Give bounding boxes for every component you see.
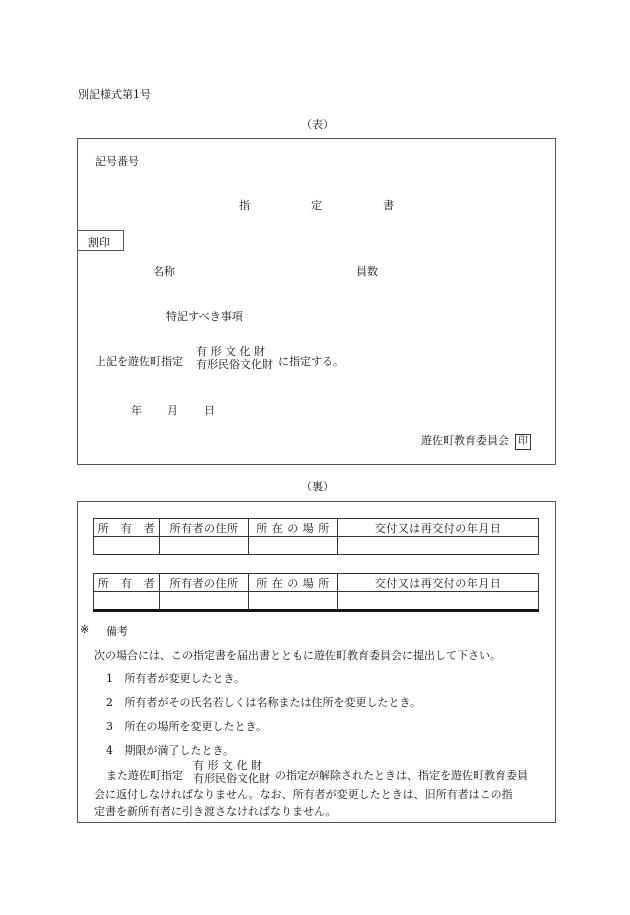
special-notes-label: 特記すべき事項 xyxy=(166,310,243,323)
owner-table-1 xyxy=(93,518,539,555)
note-item xyxy=(106,694,421,710)
front-certificate-box xyxy=(77,138,556,465)
closing-line-3: 定書を新所有者に引き渡さなければなりません。 xyxy=(94,805,337,818)
closing-line-2: 会に返付しなければなりません。なお、所有者が変更したときは、旧所有者はこの指 xyxy=(94,788,513,801)
notes-title: 備考 xyxy=(106,625,128,638)
seal-stamp: 印 xyxy=(515,434,531,450)
owner-address-cell xyxy=(160,537,249,555)
location-cell xyxy=(249,537,338,555)
designation-option-tangible: 有 形 文 化 財 xyxy=(196,345,265,358)
note-item-number: 3 xyxy=(106,720,113,733)
closing-option-tangible: 有 形 文 化 財 xyxy=(193,759,262,772)
note-item xyxy=(106,718,267,734)
note-item-text: 所在の場所を変更したとき。 xyxy=(124,720,268,733)
table-header-row xyxy=(94,519,539,537)
count-label: 員数 xyxy=(356,265,378,278)
note-item-number: 2 xyxy=(106,696,113,709)
issuer-name: 遊佐町教育委員会 xyxy=(421,434,509,447)
owner-cell xyxy=(94,537,160,555)
date-year: 年 xyxy=(131,404,142,417)
designation-option-folk: 有形民俗文化財 xyxy=(196,358,273,371)
date-month: 月 xyxy=(167,404,178,417)
location-cell xyxy=(249,592,338,611)
record-number-label: 記号番号 xyxy=(95,155,139,168)
note-item xyxy=(106,742,234,758)
header-owner: 所 有 者 xyxy=(94,574,160,592)
closing-line-1: の指定が解除されたときは、指定を遊佐町教育委員 xyxy=(275,769,528,782)
title-char-3: 書 xyxy=(383,199,394,212)
front-side-label: （表） xyxy=(301,118,334,131)
closing-prefix: また遊佐町指定 xyxy=(106,769,183,782)
title-char-1: 指 xyxy=(239,199,250,212)
note-item xyxy=(106,670,245,686)
issue-date-cell xyxy=(338,592,539,611)
designation-options xyxy=(196,345,273,371)
header-issue-date: 交付又は再交付の年月日 xyxy=(338,519,539,537)
issue-date-cell xyxy=(338,537,539,555)
header-location: 所 在 の 場 所 xyxy=(249,574,338,592)
notes-mark: ※ xyxy=(80,623,90,636)
note-item-text: 所有者がその氏名若しくは名称または住所を変更したとき。 xyxy=(124,696,422,709)
owner-table-2 xyxy=(93,573,539,612)
closing-options xyxy=(193,759,270,785)
owner-cell xyxy=(94,592,160,611)
designation-prefix: 上記を遊佐町指定 xyxy=(95,355,183,368)
form-label: 別記様式第1号 xyxy=(78,88,151,101)
notes-intro: 次の場合には、この指定書を届出書とともに遊佐町教育委員会に提出して下さい。 xyxy=(94,649,501,662)
table-header-row xyxy=(94,574,539,592)
header-owner-address: 所有者の住所 xyxy=(160,574,249,592)
note-item-number: 1 xyxy=(106,672,113,685)
back-side-label: （裏） xyxy=(301,480,334,493)
table-row xyxy=(94,592,539,611)
header-location: 所 在 の 場 所 xyxy=(249,519,338,537)
title-char-2: 定 xyxy=(311,199,322,212)
table-row xyxy=(94,537,539,555)
split-seal-label: 割印 xyxy=(88,236,110,249)
owner-address-cell xyxy=(160,592,249,611)
note-item-text: 所有者が変更したとき。 xyxy=(124,672,246,685)
date-day: 日 xyxy=(204,404,215,417)
closing-option-folk: 有形民俗文化財 xyxy=(193,772,270,785)
note-item-number: 4 xyxy=(106,744,113,757)
name-label: 名称 xyxy=(153,265,175,278)
note-item-text: 期限が満了したとき。 xyxy=(124,744,235,757)
designation-suffix: に指定する。 xyxy=(278,355,344,368)
header-owner: 所 有 者 xyxy=(94,519,160,537)
header-owner-address: 所有者の住所 xyxy=(160,519,249,537)
header-issue-date: 交付又は再交付の年月日 xyxy=(338,574,539,592)
issuer-line xyxy=(421,432,531,450)
